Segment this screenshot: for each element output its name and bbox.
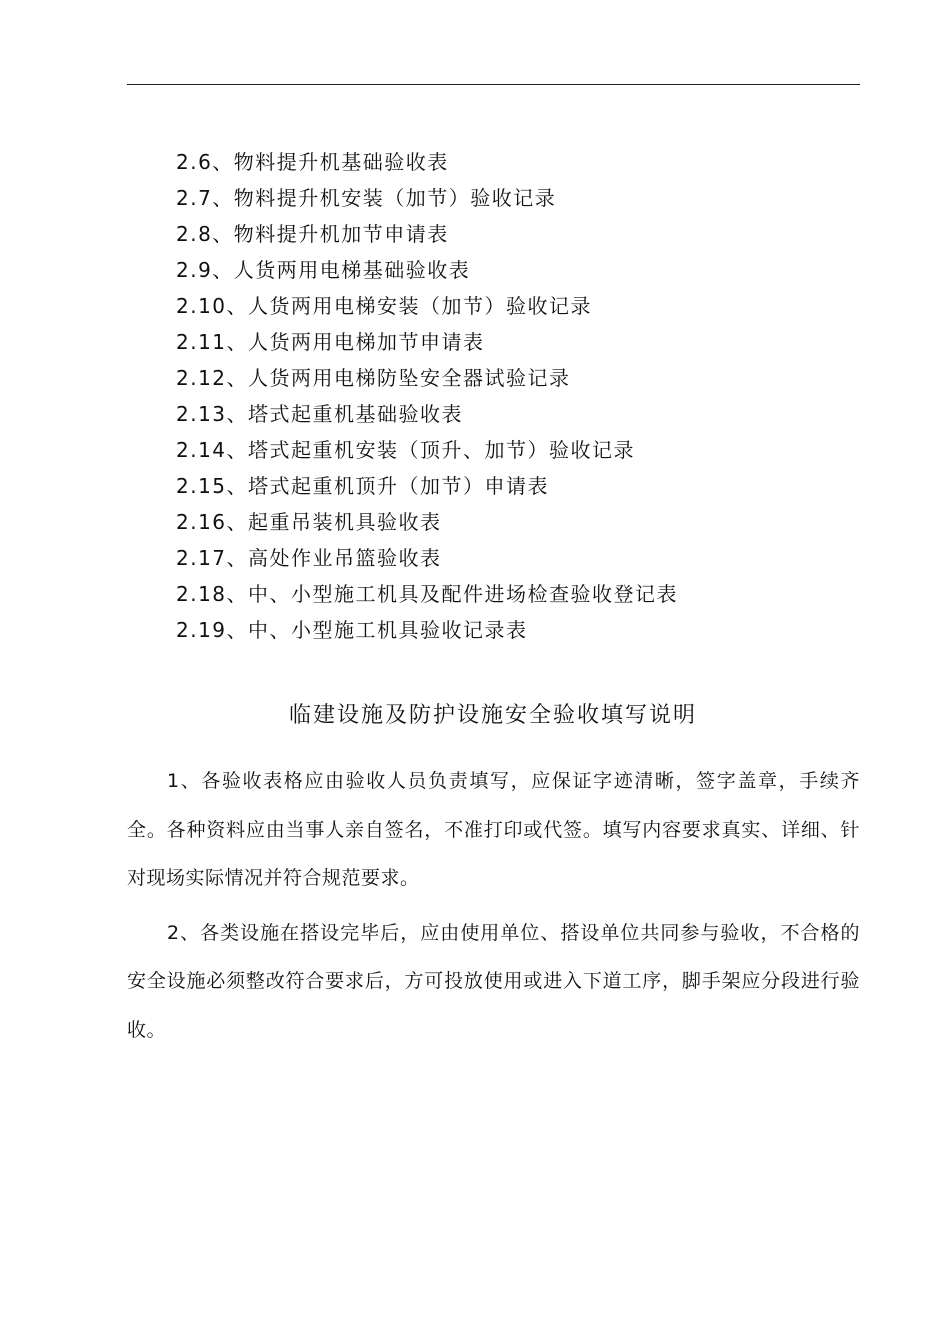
section-title: 临建设施及防护设施安全验收填写说明	[288, 703, 697, 728]
toc-item: 2.15、塔式起重机顶升（加节）申请表	[176, 474, 550, 498]
toc-item: 2.19、中、小型施工机具验收记录表	[176, 618, 528, 642]
toc-item: 2.11、人货两用电梯加节申请表	[176, 330, 485, 354]
toc-item: 2.12、人货两用电梯防坠安全器试验记录	[176, 366, 571, 390]
toc-item: 2.7、物料提升机安装（加节）验收记录	[176, 186, 557, 210]
toc-item: 2.14、塔式起重机安装（顶升、加节）验收记录	[176, 438, 636, 462]
paragraph: 2、各类设施在搭设完毕后，应由使用单位、搭设单位共同参与验收，不合格的安全设施必须整改符合要求后，方可投放使用或进入下道工序，脚手架应分段进行验收。	[127, 921, 860, 1041]
header-rule	[127, 84, 860, 85]
paragraph: 1、各验收表格应由验收人员负责填写，应保证字迹清晰，签字盖章，手续齐全。各种资料应由当事人亲自签名，不准打印或代签。填写内容要求真实、详细、针对现场实际情况并符合规范要求。	[127, 770, 860, 889]
toc-item: 2.13、塔式起重机基础验收表	[176, 402, 464, 426]
toc-item: 2.17、高处作业吊篮验收表	[176, 546, 442, 570]
toc-item: 2.16、起重吊装机具验收表	[176, 510, 442, 534]
toc-list	[176, 144, 678, 648]
toc-item: 2.8、物料提升机加节申请表	[176, 222, 449, 246]
toc-item: 2.9、人货两用电梯基础验收表	[176, 258, 471, 282]
toc-item: 2.6、物料提升机基础验收表	[176, 150, 449, 174]
section-body	[127, 757, 860, 1060]
toc-item: 2.10、人货两用电梯安装（加节）验收记录	[176, 294, 593, 318]
toc-item: 2.18、中、小型施工机具及配件进场检查验收登记表	[176, 582, 679, 606]
